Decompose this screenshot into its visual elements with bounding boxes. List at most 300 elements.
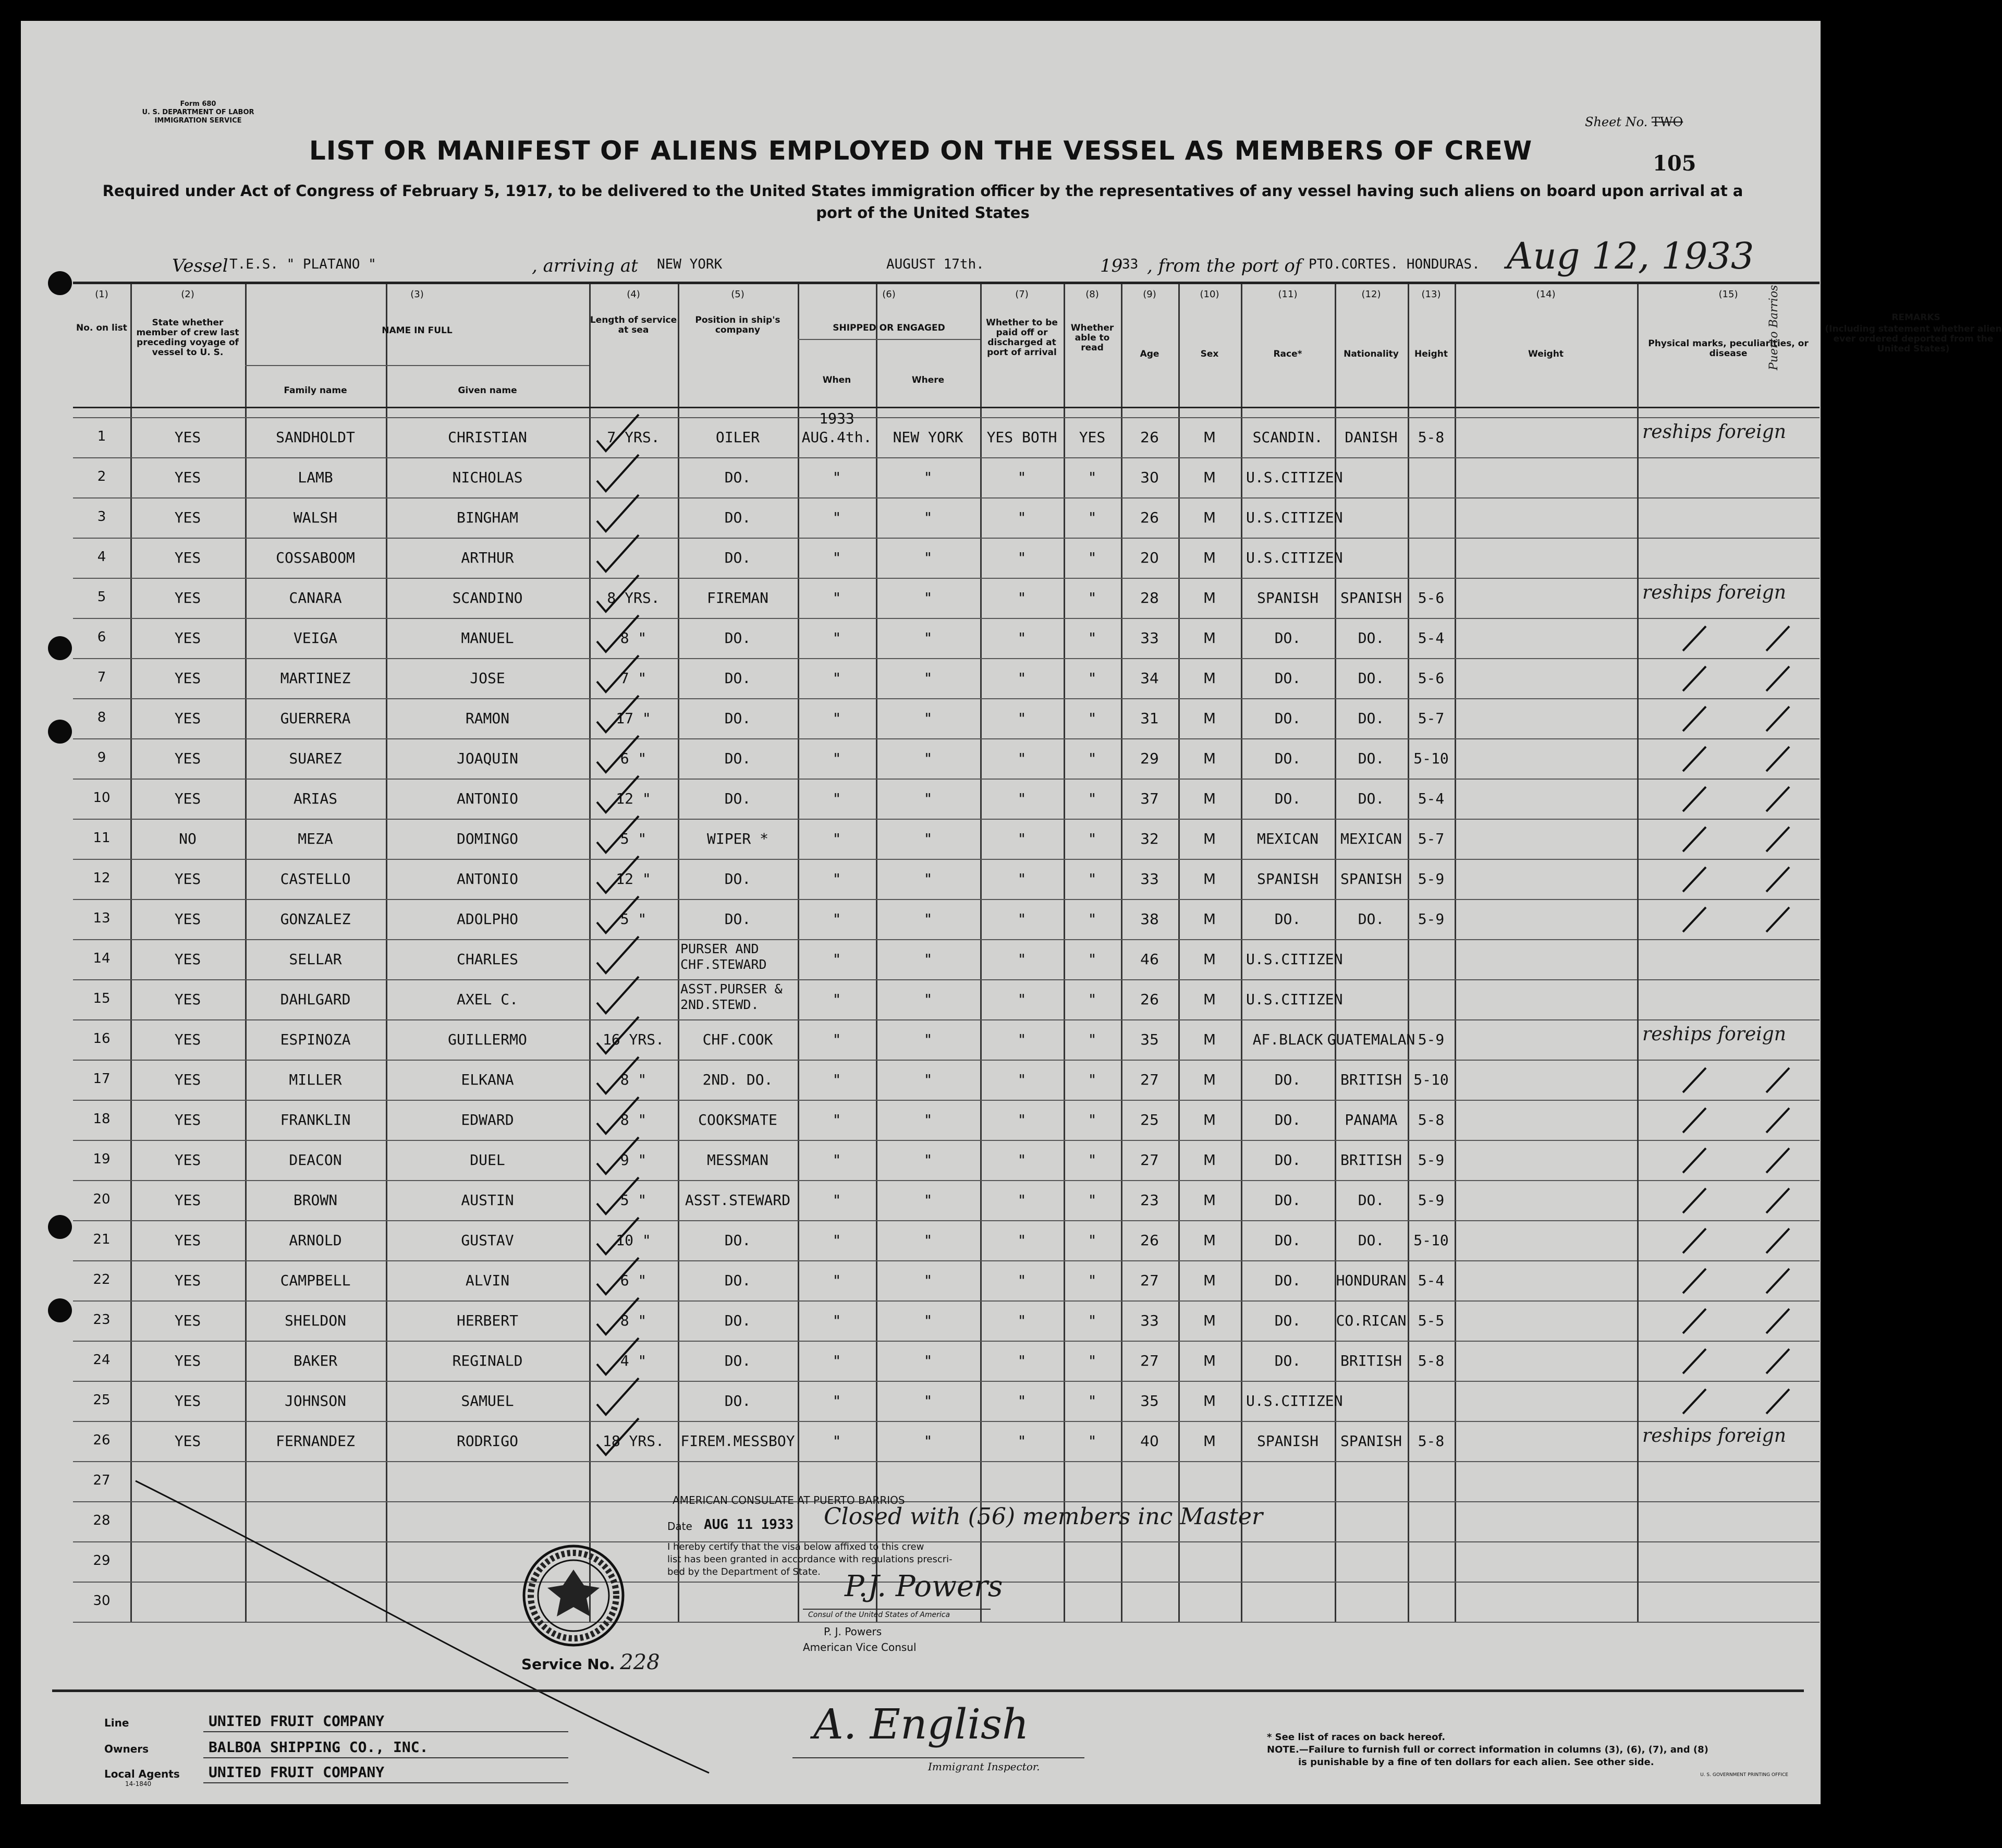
cell-family: GONZALEZ	[280, 910, 351, 928]
cell-age: 29	[1140, 750, 1159, 767]
cell-age: 37	[1140, 790, 1159, 807]
cell-height: 5-9	[1418, 910, 1445, 928]
cell-paid: "	[1017, 1432, 1027, 1450]
penalty-note: NOTE.—Failure to furnish full or correct information in columns (3), (6), (7), and (8)	[1267, 1744, 1708, 1755]
cell-position: FIREMAN	[706, 589, 768, 606]
cell-sex: M	[1203, 1392, 1216, 1409]
table-row	[73, 578, 1820, 618]
remark-tick-icon	[1762, 1184, 1793, 1215]
manifest-page	[21, 21, 2002, 1804]
cell-height: 5-10	[1413, 1232, 1449, 1249]
remark-tick-icon	[1762, 1104, 1793, 1135]
cell-age: 35	[1140, 1031, 1159, 1048]
cell-state: YES	[174, 790, 201, 807]
cell-state: YES	[174, 1352, 201, 1369]
cell-read: "	[1088, 870, 1097, 887]
cell-length: 6 "	[620, 750, 647, 767]
cell-where: "	[923, 1192, 933, 1209]
cell-where: "	[923, 910, 933, 928]
cell-read: YES	[1079, 429, 1106, 446]
table-row	[73, 1300, 1820, 1341]
cell-length: 9 "	[620, 1151, 647, 1169]
cell-state: YES	[174, 910, 201, 928]
cell-no: 15	[93, 991, 111, 1006]
cell-family: GUERRERA	[280, 710, 351, 727]
cell-paid: "	[1017, 910, 1027, 928]
cell-race: SPANISH	[1256, 1432, 1319, 1450]
cell-where: "	[923, 469, 933, 486]
cell-given: GUILLERMO	[448, 1031, 527, 1048]
cell-paid: "	[1017, 589, 1027, 606]
cell-no: 11	[93, 830, 111, 846]
consul-caption: Consul of the United States of America	[808, 1611, 950, 1619]
remark-tick-icon	[1762, 1144, 1793, 1175]
cell-length: 6 "	[620, 1272, 647, 1289]
cell-where: "	[923, 1392, 933, 1409]
empty-row-number: 29	[93, 1553, 111, 1569]
cell-where: "	[923, 750, 933, 767]
cell-position: DO.	[724, 710, 751, 727]
remark-tick-icon	[1762, 1385, 1793, 1416]
cell-when: "	[832, 951, 841, 968]
cell-read: "	[1088, 710, 1097, 727]
remark-tick-icon	[1679, 1144, 1710, 1175]
agents-value: UNITED FRUIT COMPANY	[209, 1764, 385, 1781]
column-number: (15)	[1718, 289, 1738, 300]
checkmark-icon	[594, 1416, 641, 1457]
cell-state: YES	[174, 1031, 201, 1048]
cell-sex: M	[1203, 951, 1216, 968]
cell-age: 27	[1140, 1352, 1159, 1369]
cell-nat: BRITISH	[1340, 1071, 1402, 1088]
footer-notes	[1267, 1731, 1788, 1781]
cell-given: RODRIGO	[456, 1432, 518, 1450]
cell-height: 5-8	[1418, 1111, 1445, 1128]
row-rule	[73, 1461, 1820, 1462]
checkmark-icon	[594, 934, 641, 976]
cell-where: "	[923, 629, 933, 647]
cell-age: 28	[1140, 589, 1159, 606]
cell-no: 10	[93, 790, 111, 806]
cell-nat: HONDURAN	[1336, 1272, 1407, 1289]
header-given-name: Given name	[458, 385, 517, 396]
consul-signature: P.J. Powers	[845, 1570, 1003, 1603]
line-value: UNITED FRUIT COMPANY	[209, 1712, 385, 1730]
cell-nat: DANISH	[1345, 429, 1398, 446]
cell-where: "	[923, 1031, 933, 1048]
date-label: Date	[667, 1520, 692, 1533]
cell-when: "	[832, 589, 841, 606]
cell-paid: "	[1017, 1192, 1027, 1209]
cell-family: FERNANDEZ	[276, 1432, 355, 1450]
cell-family: CASTELLO	[280, 870, 351, 887]
cell-height: 5-4	[1418, 629, 1445, 647]
cell-family: DAHLGARD	[280, 991, 351, 1008]
cell-family: DEACON	[289, 1151, 342, 1169]
arrival-date: AUGUST 17th.	[886, 257, 984, 272]
cell-nat: DO.	[1358, 629, 1385, 647]
owners-label: Owners	[104, 1743, 149, 1755]
cell-where: "	[923, 790, 933, 807]
cell-family: SELLAR	[289, 951, 342, 968]
shipped-year: 1933	[819, 410, 854, 427]
checkmark-icon	[594, 854, 641, 895]
checkmark-icon	[594, 1095, 641, 1136]
table-row	[73, 1140, 1820, 1180]
table-row	[73, 1060, 1820, 1100]
cell-state: YES	[174, 429, 201, 446]
header-paid-off: Whether to be paid off or discharged at port of arrival	[986, 318, 1058, 358]
cell-given: JOSE	[470, 670, 505, 687]
cell-position: DO.	[724, 509, 751, 526]
cell-race: MEXICAN	[1256, 830, 1319, 847]
cell-read: "	[1088, 1392, 1097, 1409]
cell-sex: M	[1203, 870, 1216, 887]
cell-age: 33	[1140, 1312, 1159, 1329]
cell-given: ARTHUR	[461, 549, 514, 566]
cell-where: "	[923, 1352, 933, 1369]
consulate-header: AMERICAN CONSULATE AT PUERTO BARRIOS	[673, 1494, 905, 1506]
cell-when: "	[832, 549, 841, 566]
cell-when: "	[832, 1432, 841, 1450]
table-row	[73, 658, 1820, 698]
cell-sex: M	[1203, 1352, 1216, 1369]
cell-paid: "	[1017, 1031, 1027, 1048]
column-number: (13)	[1421, 289, 1441, 300]
table-row	[73, 979, 1820, 1019]
cell-paid: "	[1017, 951, 1027, 968]
cell-race: DO.	[1274, 1071, 1301, 1088]
cell-height: 5-9	[1418, 1151, 1445, 1169]
table-row	[73, 1341, 1820, 1381]
cell-paid: "	[1017, 1352, 1027, 1369]
subheader-rule	[245, 365, 589, 366]
cell-race: DO.	[1274, 710, 1301, 727]
cell-no: 21	[93, 1232, 111, 1247]
cell-given: BINGHAM	[456, 509, 518, 526]
column-number: (8)	[1085, 289, 1099, 300]
cell-paid: "	[1017, 710, 1027, 727]
cell-paid: "	[1017, 750, 1027, 767]
cell-height: 5-8	[1418, 429, 1445, 446]
cell-nat: DO.	[1358, 750, 1385, 767]
cell-state: YES	[174, 1111, 201, 1128]
cell-when: "	[832, 1192, 841, 1209]
cell-nat: DO.	[1358, 1232, 1385, 1249]
cell-state: NO	[179, 830, 197, 847]
cell-no: 24	[93, 1352, 111, 1368]
consul-typed-name: P. J. Powers	[824, 1625, 882, 1638]
cell-when: "	[832, 670, 841, 687]
checkmark-icon	[594, 532, 641, 574]
header-shipped: SHIPPED OR ENGAGED	[833, 323, 945, 333]
cell-state: YES	[174, 1232, 201, 1249]
header-weight: Weight	[1528, 349, 1564, 359]
column-number: (6)	[882, 289, 896, 300]
cell-read: "	[1088, 629, 1097, 647]
header-able-read: Whether able to read	[1070, 323, 1114, 353]
checkmark-icon	[594, 653, 641, 695]
cell-sex: M	[1203, 1031, 1216, 1048]
cell-race: U.S.CITIZEN	[1246, 991, 1343, 1008]
checkmark-icon	[594, 733, 641, 775]
sheet-value: TWO	[1651, 115, 1683, 129]
header-sex: Sex	[1200, 349, 1219, 359]
cell-race: DO.	[1274, 790, 1301, 807]
cell-read: "	[1088, 1111, 1097, 1128]
cell-age: 26	[1140, 991, 1159, 1008]
cell-paid: "	[1017, 1272, 1027, 1289]
cell-given: ADOLPHO	[456, 910, 518, 928]
cell-state: YES	[174, 1151, 201, 1169]
cell-nat: DO.	[1358, 1192, 1385, 1209]
cell-sex: M	[1203, 790, 1216, 807]
service-name: IMMIGRATION SERVICE	[154, 117, 242, 125]
checkmark-icon	[594, 613, 641, 654]
cell-age: 23	[1140, 1192, 1159, 1209]
empty-row-number: 30	[93, 1593, 111, 1609]
cell-age: 25	[1140, 1111, 1159, 1128]
line-label: Line	[104, 1717, 129, 1729]
cell-race: DO.	[1274, 910, 1301, 928]
cell-age: 27	[1140, 1151, 1159, 1169]
checkmark-icon	[594, 1215, 641, 1257]
cell-race: U.S.CITIZEN	[1246, 509, 1343, 526]
cell-family: MILLER	[289, 1071, 342, 1088]
cell-race: DO.	[1274, 670, 1301, 687]
remark-tick-icon	[1679, 783, 1710, 814]
cell-no: 18	[93, 1111, 111, 1127]
table-row	[73, 1100, 1820, 1140]
cell-height: 5-10	[1413, 1071, 1449, 1088]
cell-length: 12 "	[616, 790, 651, 807]
cell-when: "	[832, 1031, 841, 1048]
cell-read: "	[1088, 1151, 1097, 1169]
cell-no: 20	[93, 1192, 111, 1207]
cell-race: DO.	[1274, 1232, 1301, 1249]
cell-no: 6	[97, 629, 106, 645]
cell-state: YES	[174, 1192, 201, 1209]
cell-when: "	[832, 710, 841, 727]
checkmark-icon	[594, 573, 641, 614]
table-row	[73, 738, 1820, 779]
column-number: (1)	[95, 289, 108, 300]
cell-where: "	[923, 1312, 933, 1329]
cell-length: 4 "	[620, 1352, 647, 1369]
cell-position: COOKSMATE	[698, 1111, 777, 1128]
remark-handwritten: reships foreign	[1642, 1425, 1786, 1446]
cell-age: 34	[1140, 670, 1159, 687]
cell-family: CAMPBELL	[280, 1272, 351, 1289]
cell-where: "	[923, 670, 933, 687]
cell-position: DO.	[724, 1312, 751, 1329]
remark-tick-icon	[1762, 1305, 1793, 1336]
closed-note: Closed with (56) members inc Master	[824, 1503, 1263, 1530]
inspector-signature: A. English	[813, 1700, 1029, 1748]
remark-tick-icon	[1679, 903, 1710, 934]
cell-race: SCANDIN.	[1252, 429, 1323, 446]
cell-when: "	[832, 1312, 841, 1329]
cell-no: 25	[93, 1392, 111, 1408]
remark-tick-icon	[1762, 1345, 1793, 1376]
cell-paid: "	[1017, 1151, 1027, 1169]
cell-read: "	[1088, 750, 1097, 767]
cert-line: list has been granted in accordance with regulations prescri-	[667, 1554, 953, 1565]
remark-tick-icon	[1679, 1224, 1710, 1256]
table-row	[73, 1019, 1820, 1060]
cell-length: 8 "	[620, 1312, 647, 1329]
cell-length: 12 "	[616, 870, 651, 887]
table-row	[73, 417, 1820, 457]
cell-when: "	[832, 790, 841, 807]
cell-sex: M	[1203, 549, 1216, 566]
checkmark-icon	[594, 773, 641, 815]
cell-length: 5 "	[620, 910, 647, 928]
header-state-whether: State whether member of crew last preceding voyage of vessel to U. S.	[136, 318, 239, 358]
checkmark-icon	[594, 412, 641, 454]
cell-position: WIPER *	[706, 830, 768, 847]
cell-no: 2	[97, 469, 106, 484]
cell-no: 26	[93, 1432, 111, 1448]
cell-age: 33	[1140, 870, 1159, 887]
header-length-service: Length of service at sea	[590, 315, 677, 335]
cell-state: YES	[174, 629, 201, 647]
cell-nat: DO.	[1358, 710, 1385, 727]
sheet-stamp: 105	[1653, 151, 1696, 176]
cell-state: YES	[174, 1071, 201, 1088]
remark-tick-icon	[1762, 743, 1793, 774]
cell-height: 5-8	[1418, 1352, 1445, 1369]
cell-height: 5-8	[1418, 1432, 1445, 1450]
page-subtitle: Required under Act of Congress of February 5, 1917, to be delivered to the United States immigration officer by the representatives of any vessel having such aliens on board upon arrival at a port of the United States	[102, 182, 1743, 222]
table-row	[73, 1220, 1820, 1260]
column-number: (4)	[627, 289, 640, 300]
cell-where: "	[923, 1272, 933, 1289]
header-name-in-full: NAME IN FULL	[382, 325, 453, 336]
cell-position: DO.	[724, 1272, 751, 1289]
cell-length: 10 "	[616, 1232, 651, 1249]
remark-tick-icon	[1762, 863, 1793, 894]
table-row	[73, 457, 1820, 497]
cell-given: JOAQUIN	[456, 750, 518, 767]
cell-when: "	[832, 1352, 841, 1369]
cell-state: YES	[174, 870, 201, 887]
cell-height: 5-9	[1418, 870, 1445, 887]
cell-position: DO.	[724, 549, 751, 566]
cell-nat: MEXICAN	[1340, 830, 1402, 847]
cell-where: "	[923, 1071, 933, 1088]
cell-nat: DO.	[1358, 670, 1385, 687]
table-row	[73, 779, 1820, 819]
consulate-date: AUG 11 1933	[704, 1517, 794, 1533]
cell-state: YES	[174, 469, 201, 486]
cell-age: 46	[1140, 951, 1159, 968]
owners-value: BALBOA SHIPPING CO., INC.	[209, 1738, 429, 1756]
cell-family: FRANKLIN	[280, 1111, 351, 1128]
cell-length: 16 YRS.	[602, 1031, 664, 1048]
cell-state: YES	[174, 1312, 201, 1329]
cell-given: GUSTAV	[461, 1232, 514, 1249]
cell-read: "	[1088, 1352, 1097, 1369]
cell-paid: "	[1017, 790, 1027, 807]
remark-handwritten: reships foreign	[1642, 421, 1786, 443]
year-suffix: 33	[1122, 257, 1139, 272]
service-label: Service No.	[521, 1656, 615, 1673]
cell-family: COSSABOOM	[276, 549, 355, 566]
header-rule	[73, 407, 1820, 408]
remark-tick-icon	[1679, 702, 1710, 734]
cell-age: 27	[1140, 1272, 1159, 1289]
cell-nat: DO.	[1358, 910, 1385, 928]
cell-height: 5-7	[1418, 830, 1445, 847]
table-row	[73, 1421, 1820, 1461]
table-row	[73, 859, 1820, 899]
cell-family: SANDHOLDT	[276, 429, 355, 446]
cell-where: "	[923, 710, 933, 727]
cell-paid: YES BOTH	[986, 429, 1057, 446]
cell-paid: "	[1017, 509, 1027, 526]
cell-given: ELKANA	[461, 1071, 514, 1088]
cell-when: AUG.4th.	[801, 429, 872, 446]
cell-position: DO.	[724, 670, 751, 687]
cell-when: "	[832, 1272, 841, 1289]
cell-no: 4	[97, 549, 106, 565]
remark-tick-icon	[1762, 1064, 1793, 1095]
vessel-label: Vessel	[172, 256, 228, 276]
cell-age: 33	[1140, 629, 1159, 647]
inspector-line	[792, 1757, 1084, 1758]
cell-given: ANTONIO	[456, 790, 518, 807]
cell-paid: "	[1017, 629, 1027, 647]
cell-height: 5-6	[1418, 589, 1445, 606]
cell-no: 3	[97, 509, 106, 525]
header-no-on-list: No. on list	[76, 323, 127, 333]
cell-position: FIREM.MESSBOY	[680, 1432, 795, 1450]
checkmark-icon	[594, 452, 641, 494]
cell-state: YES	[174, 750, 201, 767]
cell-read: "	[1088, 1272, 1097, 1289]
consul-title: American Vice Consul	[803, 1641, 917, 1654]
cell-read: "	[1088, 830, 1097, 847]
cell-nat: SPANISH	[1340, 589, 1402, 606]
cell-nat: CO.RICAN	[1336, 1312, 1407, 1329]
cell-age: 40	[1140, 1432, 1159, 1450]
cell-where: "	[923, 870, 933, 887]
remark-tick-icon	[1679, 662, 1710, 694]
cell-length: 5 "	[620, 1192, 647, 1209]
cell-position: DO.	[724, 1232, 751, 1249]
cell-family: WALSH	[293, 509, 338, 526]
cell-position: ASST.PURSER & 2ND.STEWD.	[680, 981, 783, 1012]
cell-read: "	[1088, 1192, 1097, 1209]
cell-length: 7 YRS.	[607, 429, 660, 446]
cell-sex: M	[1203, 1151, 1216, 1169]
cell-position: DO.	[724, 790, 751, 807]
cell-no: 19	[93, 1151, 111, 1167]
cell-height: 5-5	[1418, 1312, 1445, 1329]
cell-read: "	[1088, 1232, 1097, 1249]
cell-length: 8 YRS.	[607, 589, 660, 606]
cell-when: "	[832, 1071, 841, 1088]
cell-no: 16	[93, 1031, 111, 1047]
subheader-rule	[798, 339, 980, 340]
cell-position: DO.	[724, 1352, 751, 1369]
cell-paid: "	[1017, 1312, 1027, 1329]
table-row	[73, 939, 1820, 979]
cell-when: "	[832, 750, 841, 767]
cell-height: 5-9	[1418, 1031, 1445, 1048]
cell-age: 31	[1140, 710, 1159, 727]
